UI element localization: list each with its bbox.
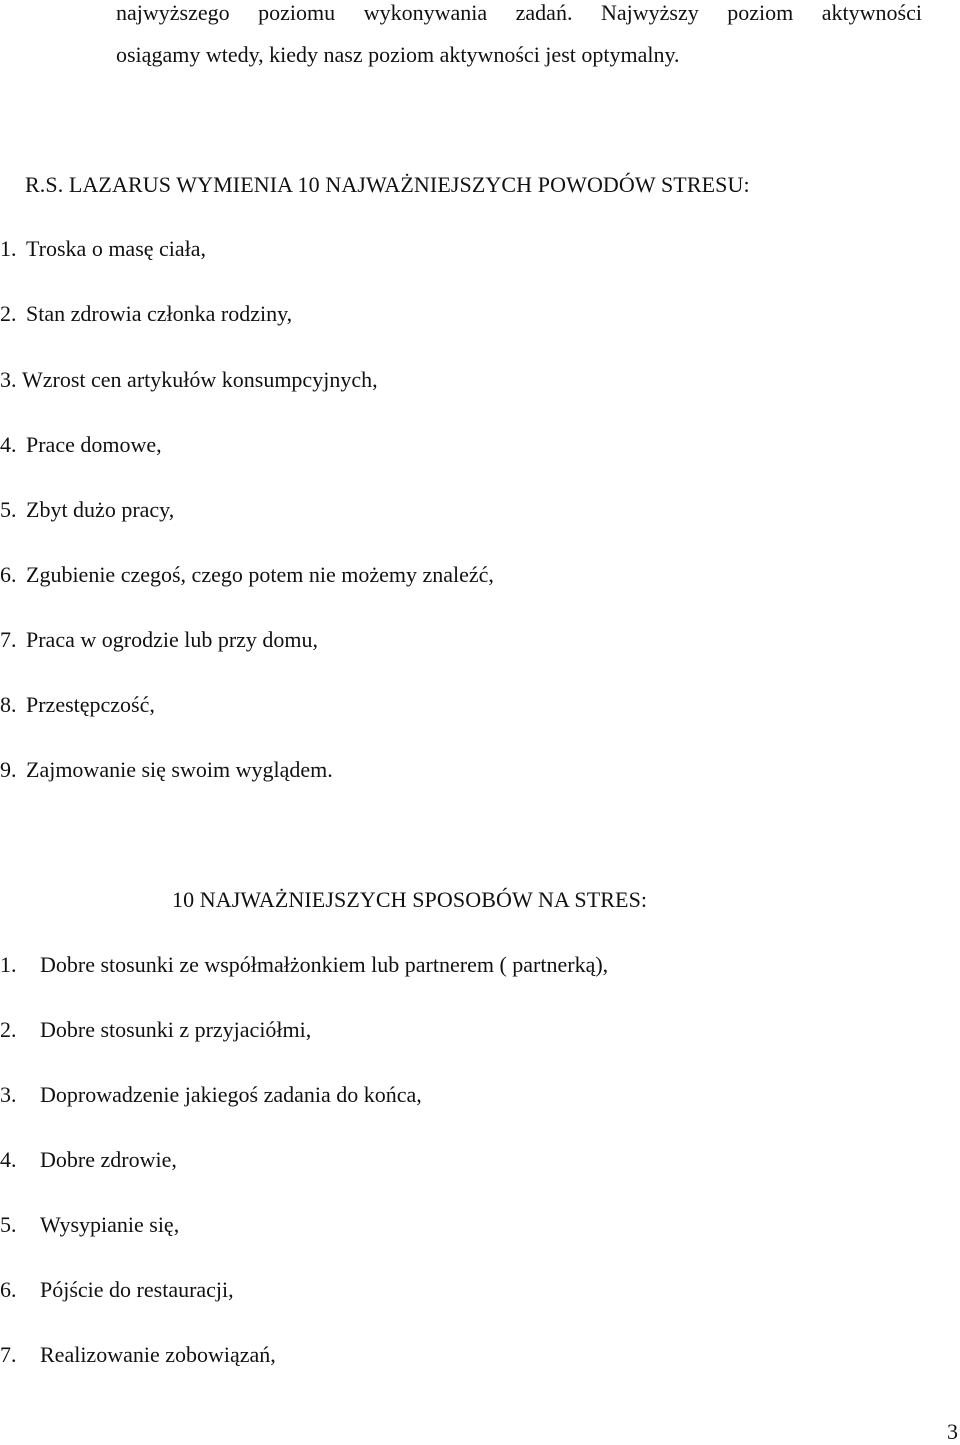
cause-number: 2. <box>0 301 17 326</box>
cause-text: Praca w ogrodzie lub przy domu, <box>26 627 319 652</box>
cause-text: Przestępczość, <box>26 692 155 717</box>
cause-text: Zbyt dużo pracy, <box>26 497 175 522</box>
cause-number: 9. <box>0 757 17 782</box>
ways-heading: 10 NAJWAŻNIEJSZYCH SPOSOBÓW NA STRES: <box>172 887 648 912</box>
cause-item-7 <box>0 627 318 653</box>
way-text: Doprowadzenie jakiegoś zadania do końca, <box>40 1082 422 1107</box>
cause-item-4 <box>0 432 162 458</box>
way-item-6 <box>0 1277 234 1303</box>
cause-text: Stan zdrowia członka rodziny, <box>26 301 293 326</box>
cause-item-5 <box>0 497 174 523</box>
causes-heading: R.S. LAZARUS WYMIENIA 10 NAJWAŻNIEJSZYCH POWODÓW STRESU: <box>25 172 750 197</box>
cause-text: Zajmowanie się swoim wyglądem. <box>26 757 333 782</box>
cause-item-8 <box>0 692 155 718</box>
way-text: Dobre stosunki z przyjaciółmi, <box>40 1017 312 1042</box>
way-text: Wysypianie się, <box>40 1212 180 1237</box>
cause-item-1 <box>0 236 206 262</box>
cause-number: 7. <box>0 627 17 652</box>
way-item-5 <box>0 1212 179 1238</box>
cause-item-9 <box>0 757 333 783</box>
cause-item-2 <box>0 301 292 327</box>
way-text: Realizowanie zobowiązań, <box>40 1342 276 1367</box>
cause-number: 4. <box>0 432 17 457</box>
cause-number: 8. <box>0 692 17 717</box>
cause-text: Zgubienie czegoś, czego potem nie możemy znaleźć, <box>26 562 494 587</box>
way-number: 5. <box>0 1212 17 1237</box>
cause-text: Wzrost cen artykułów konsumpcyjnych, <box>22 367 378 392</box>
way-number: 4. <box>0 1147 17 1172</box>
page-number: 3 <box>947 1419 958 1444</box>
cause-number: 5. <box>0 497 17 522</box>
way-item-7 <box>0 1342 276 1368</box>
intro-line-1: najwyższego poziomu wykonywania zadań. Najwyższy poziom aktywności <box>116 0 922 25</box>
cause-item-3 <box>0 367 378 393</box>
cause-number: 6. <box>0 562 17 587</box>
way-number: 6. <box>0 1277 17 1302</box>
cause-number: 1. <box>0 236 17 261</box>
way-item-4 <box>0 1147 177 1173</box>
way-number: 3. <box>0 1082 17 1107</box>
cause-text: Prace domowe, <box>26 432 162 457</box>
way-text: Dobre zdrowie, <box>40 1147 177 1172</box>
way-text: Dobre stosunki ze współmałżonkiem lub partnerem ( partnerką), <box>40 952 609 977</box>
way-text: Pójście do restauracji, <box>40 1277 234 1302</box>
cause-item-6 <box>0 562 494 588</box>
intro-line-2: osiągamy wtedy, kiedy nasz poziom aktywności jest optymalny. <box>116 42 680 67</box>
cause-number: 3. <box>0 367 17 392</box>
way-number: 1. <box>0 952 17 977</box>
way-number: 7. <box>0 1342 17 1367</box>
way-item-1 <box>0 952 608 978</box>
way-item-3 <box>0 1082 422 1108</box>
way-number: 2. <box>0 1017 17 1042</box>
cause-text: Troska o masę ciała, <box>26 236 207 261</box>
way-item-2 <box>0 1017 311 1043</box>
